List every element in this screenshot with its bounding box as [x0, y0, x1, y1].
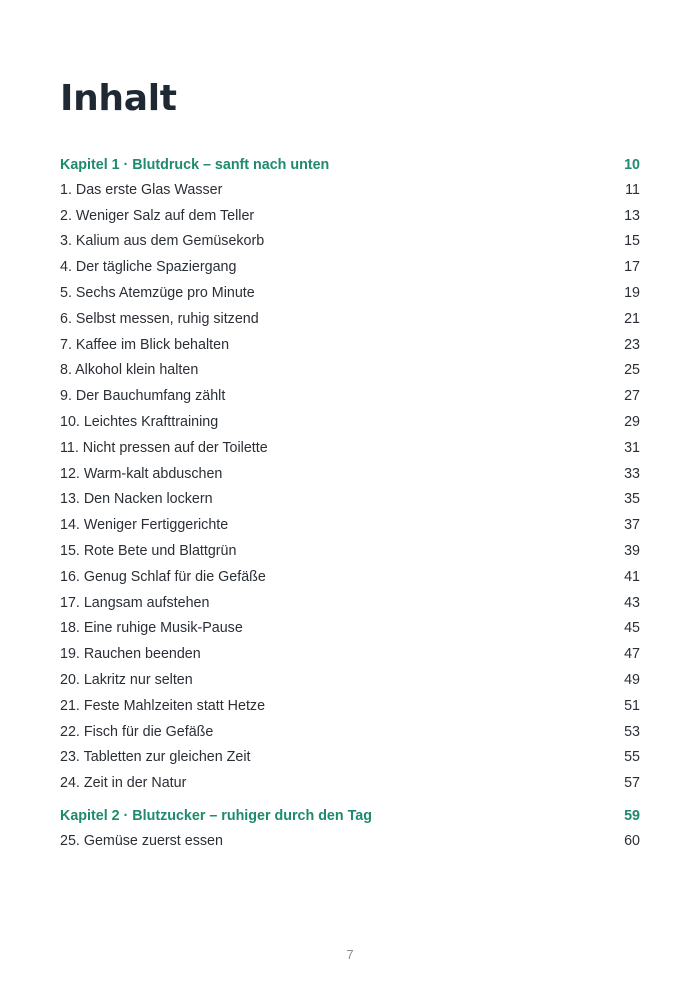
toc-entry[interactable]	[60, 616, 640, 642]
toc-entry[interactable]	[60, 641, 640, 667]
toc-entry-page: 57	[624, 775, 640, 792]
toc-entry-page: 13	[624, 207, 640, 224]
toc-entry[interactable]	[60, 538, 640, 564]
toc-entry[interactable]	[60, 719, 640, 745]
toc-entry-label: 15. Rote Bete und Blattgrün	[60, 543, 237, 560]
toc-entry-label: 17. Langsam aufstehen	[60, 594, 210, 611]
toc-entry[interactable]	[60, 383, 640, 409]
toc-entry[interactable]	[60, 203, 640, 229]
toc-entry-label: 8. Alkohol klein halten	[60, 362, 199, 379]
toc-entry[interactable]	[60, 828, 640, 854]
toc-entry[interactable]	[60, 693, 640, 719]
toc-entry[interactable]	[60, 409, 640, 435]
toc-entry[interactable]	[60, 177, 640, 203]
page-number: 7	[346, 947, 354, 962]
toc-entry-page: 35	[624, 491, 640, 508]
toc-entry[interactable]	[60, 512, 640, 538]
toc-entry-label: 3. Kalium aus dem Gemüsekorb	[60, 233, 265, 250]
toc-entry-label: 20. Lakritz nur selten	[60, 672, 193, 689]
toc-entry-label: 12. Warm-kalt abduschen	[60, 465, 223, 482]
toc-entry-page: 47	[624, 646, 640, 663]
toc-entry-label: 16. Genug Schlaf für die Gefäße	[60, 568, 266, 585]
toc-entry-label: 25. Gemüse zuerst essen	[60, 833, 223, 850]
toc-chapter-label: Kapitel 2 · Blutzucker – ruhiger durch den Tag	[60, 807, 372, 824]
toc-entry-page: 31	[624, 439, 640, 456]
toc-entry-page: 19	[624, 285, 640, 302]
toc-entry-label: 10. Leichtes Krafttraining	[60, 414, 219, 431]
toc-entry-page: 41	[624, 568, 640, 585]
toc-entry-page: 21	[624, 310, 640, 327]
toc-entry[interactable]	[60, 487, 640, 513]
toc-entry[interactable]	[60, 306, 640, 332]
toc-entry-label: 1. Das erste Glas Wasser	[60, 181, 223, 198]
toc-entry[interactable]	[60, 435, 640, 461]
toc-entry-label: 13. Den Nacken lockern	[60, 491, 213, 508]
toc-entry[interactable]	[60, 564, 640, 590]
toc-entry-page: 53	[624, 723, 640, 740]
toc-entry-page: 15	[624, 233, 640, 250]
toc-entry-label: 2. Weniger Salz auf dem Teller	[60, 207, 255, 224]
toc-entry-page: 17	[624, 259, 640, 276]
toc-entry-label: 7. Kaffee im Blick behalten	[60, 336, 230, 353]
table-of-contents	[60, 152, 640, 854]
toc-entry-label: 4. Der tägliche Spaziergang	[60, 259, 237, 276]
toc-entry-label: 18. Eine ruhige Musik-Pause	[60, 620, 243, 637]
toc-entry[interactable]	[60, 229, 640, 255]
toc-entry-label: 24. Zeit in der Natur	[60, 775, 187, 792]
toc-entry-page: 11	[625, 181, 640, 198]
toc-entry[interactable]	[60, 590, 640, 616]
toc-entry-page: 37	[624, 517, 640, 534]
toc-entry-page: 33	[624, 465, 640, 482]
toc-entry[interactable]	[60, 745, 640, 771]
toc-chapter-label: Kapitel 1 · Blutdruck – sanft nach unten	[60, 156, 330, 173]
toc-entry-page: 43	[624, 594, 640, 611]
toc-chapter-heading[interactable]	[60, 152, 640, 177]
toc-entry-page: 60	[624, 833, 640, 850]
toc-entry[interactable]	[60, 332, 640, 358]
toc-entry-page: 39	[624, 543, 640, 560]
toc-entry-label: 11. Nicht pressen auf der Toilette	[60, 439, 268, 456]
toc-entry[interactable]	[60, 254, 640, 280]
toc-entry-label: 6. Selbst messen, ruhig sitzend	[60, 310, 259, 327]
toc-entry[interactable]	[60, 770, 640, 796]
toc-entry-page: 23	[624, 336, 640, 353]
toc-entry-page: 49	[624, 672, 640, 689]
toc-entry-label: 5. Sechs Atemzüge pro Minute	[60, 285, 255, 302]
toc-entry-page: 25	[624, 362, 640, 379]
toc-entry[interactable]	[60, 667, 640, 693]
toc-entry-page: 29	[624, 414, 640, 431]
toc-chapter-heading[interactable]	[60, 803, 640, 828]
toc-entry[interactable]	[60, 280, 640, 306]
toc-entry-page: 27	[624, 388, 640, 405]
toc-entry-page: 51	[624, 697, 640, 714]
toc-entry-label: 19. Rauchen beenden	[60, 646, 201, 663]
toc-entry-page: 45	[624, 620, 640, 637]
toc-entry-label: 14. Weniger Fertiggerichte	[60, 517, 229, 534]
toc-entry[interactable]	[60, 461, 640, 487]
toc-chapter-page: 59	[624, 807, 640, 824]
toc-entry[interactable]	[60, 358, 640, 384]
toc-chapter-page: 10	[624, 156, 640, 173]
toc-entry-page: 55	[624, 749, 640, 766]
toc-entry-label: 22. Fisch für die Gefäße	[60, 723, 214, 740]
toc-entry-label: 21. Feste Mahlzeiten statt Hetze	[60, 697, 266, 714]
page-title: Inhalt	[60, 78, 177, 119]
toc-entry-label: 9. Der Bauchumfang zählt	[60, 388, 226, 405]
toc-entry-label: 23. Tabletten zur gleichen Zeit	[60, 749, 251, 766]
